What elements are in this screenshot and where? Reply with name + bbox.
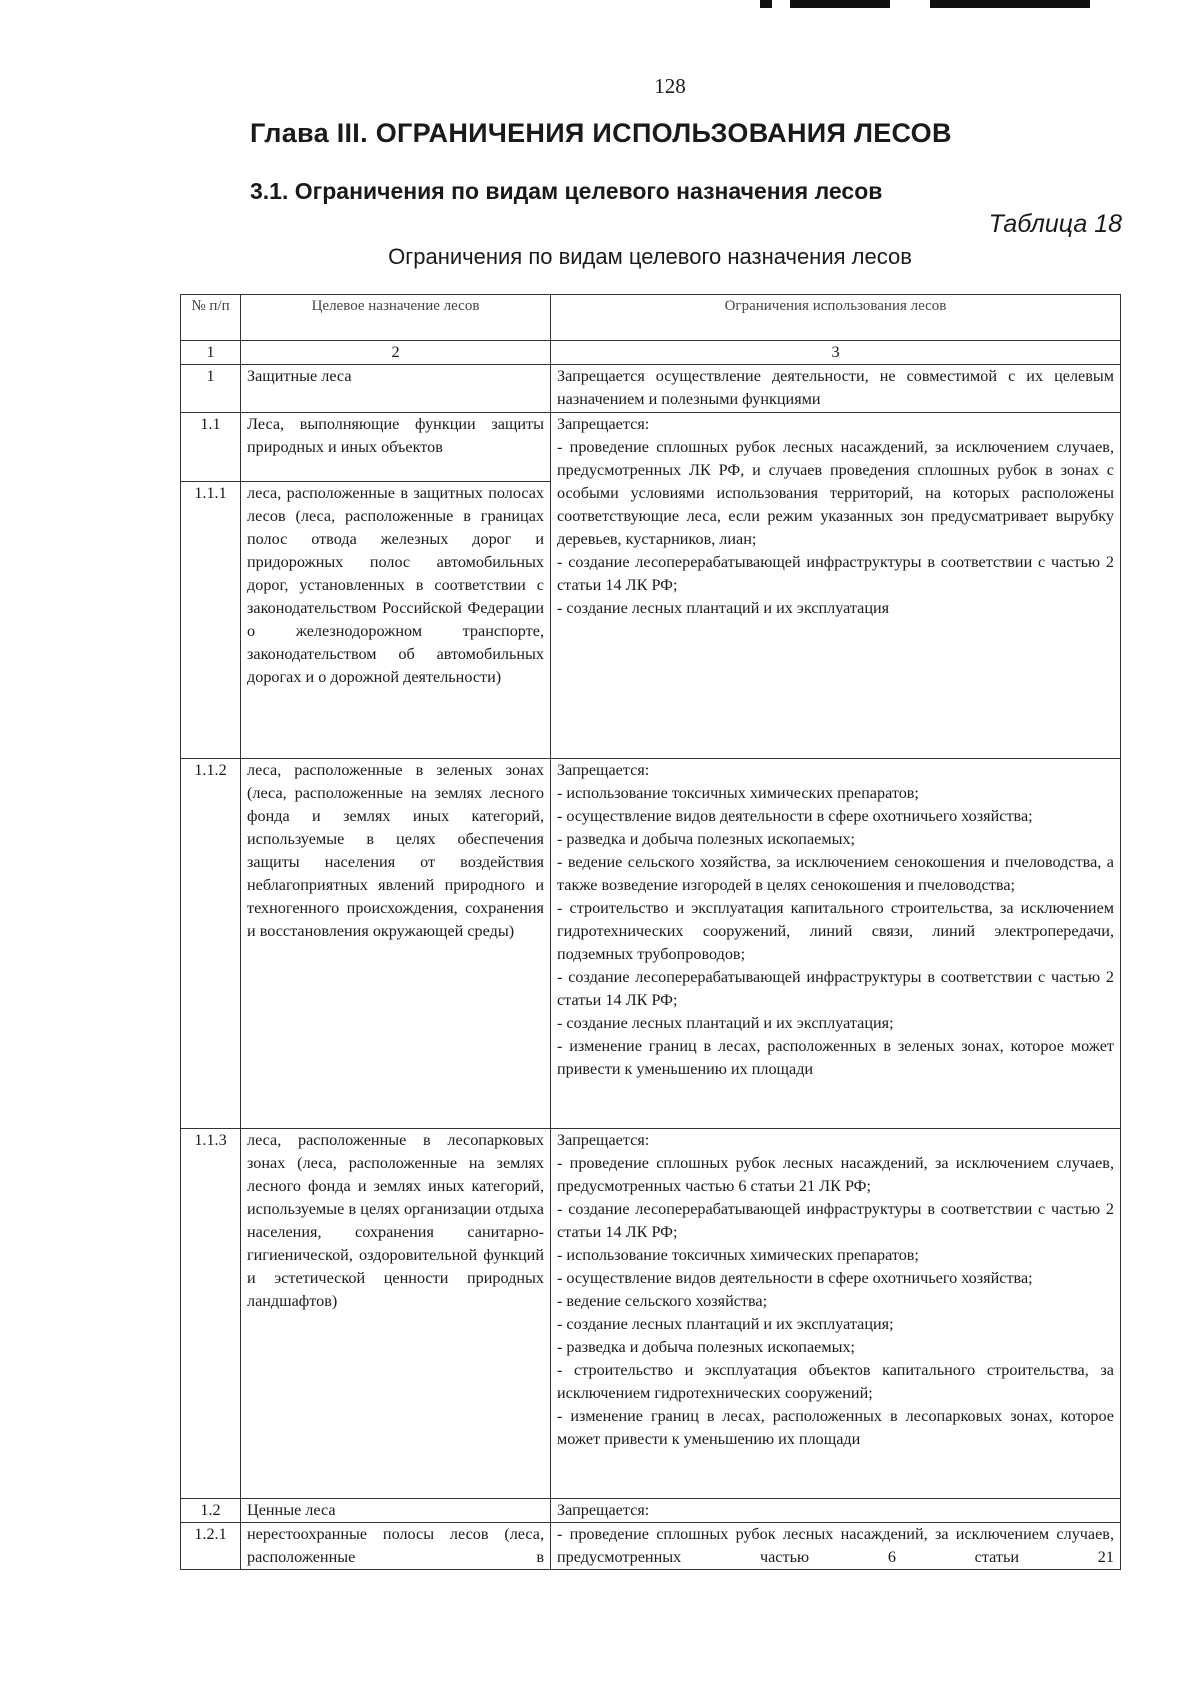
- header-purpose: Целевое назначение лесов: [241, 295, 551, 341]
- table-row: [181, 759, 1121, 1129]
- table-title: Ограничения по видам целевого назначения лесов: [388, 244, 912, 269]
- row-num: 1.2: [181, 1499, 241, 1523]
- restrictions-table: [180, 294, 1121, 1570]
- row-num: 1.1.2: [181, 759, 241, 1129]
- header-restrictions: Ограничения использования лесов: [551, 295, 1121, 341]
- row-num: 1.1.1: [181, 482, 241, 759]
- row-num: 1: [181, 365, 241, 413]
- row-restrictions: - проведение сплошных рубок лесных насаждений, за исключением случаев, предусмотренных частью 6 статьи 21: [551, 1523, 1121, 1570]
- table-label: Таблица 18: [988, 210, 1122, 238]
- col-number: 1: [181, 341, 241, 365]
- page-number: 128: [654, 74, 686, 98]
- table-row: [181, 1523, 1121, 1570]
- column-number-row: [181, 341, 1121, 365]
- row-restrictions: Запрещается:: [551, 1499, 1121, 1523]
- table-row: [181, 1129, 1121, 1499]
- chapter-title: Глава III. ОГРАНИЧЕНИЯ ИСПОЛЬЗОВАНИЯ ЛЕСОВ: [250, 118, 952, 148]
- row-restrictions: Запрещается: - проведение сплошных рубок лесных насаждений, за исключением случаев, предусмотренных частью 6 статьи 21 ЛК РФ; - создание лесоперерабатывающей инфраструктуры в соответствии с частью 2 статьи 14 ЛК РФ; - использование токсичных химических препаратов; - осуществление видов деятельности в сфере охотничьего хозяйства; - ведение сельского хозяйства; - создание лесных плантаций и их эксплуатация; - разведка и добыча полезных ископаемых; - строительство и эксплуатация объектов капитального строительства, за исключением гидротехнических сооружений; - изменение границ в лесах, расположенных в лесопарковых зонах, которое может привести к уменьшению их площади: [551, 1129, 1121, 1499]
- table-row: [181, 365, 1121, 413]
- row-purpose: леса, расположенные в защитных полосах лесов (леса, расположенные в границах полос отвода железных дорог и придорожных полос автомобильных дорог, установленных в соответствии с законодательством Российской Федерации о железнодорожном транспорте, законодательством об автомобильных дорогах и о дорожной деятельности): [241, 482, 551, 759]
- row-restrictions: Запрещается: - проведение сплошных рубок лесных насаждений, за исключением случаев, предусмотренных ЛК РФ, и случаев проведения сплошных рубок в зонах с особыми условиями использования территорий, на которых расположены соответствующие леса, если режим указанных зон предусматривает вырубку деревьев, кустарников, лиан; - создание лесоперерабатывающей инфраструктуры в соответствии с частью 2 статьи 14 ЛК РФ; - создание лесных плантаций и их эксплуатация: [551, 413, 1121, 759]
- row-purpose: леса, расположенные в зеленых зонах (леса, расположенные на землях лесного фонда и землях иных категорий, используемые в целях обеспечения защиты населения от воздействия неблагоприятных явлений природного и техногенного происхождения, сохранения и восстановления окружающей среды): [241, 759, 551, 1129]
- row-num: 1.1: [181, 413, 241, 482]
- table-row: [181, 413, 1121, 482]
- scan-artifact: [930, 0, 1090, 8]
- scan-artifact: [790, 0, 890, 8]
- table-header-row: [181, 295, 1121, 341]
- col-number: 3: [551, 341, 1121, 365]
- row-purpose: нерестоохранные полосы лесов (леса, расположенные в: [241, 1523, 551, 1570]
- row-num: 1.1.3: [181, 1129, 241, 1499]
- col-number: 2: [241, 341, 551, 365]
- row-purpose: леса, расположенные в лесопарковых зонах (леса, расположенные на землях лесного фонда и землях иных категорий, используемые в целях организации отдыха населения, сохранения санитарно-гигиенической, оздоровительной функций и эстетической ценности природных ландшафтов): [241, 1129, 551, 1499]
- row-restrictions: Запрещается осуществление деятельности, не совместимой с их целевым назначением и полезными функциями: [551, 365, 1121, 413]
- table-row: [181, 1499, 1121, 1523]
- header-num: № п/п: [181, 295, 241, 341]
- section-title: 3.1. Ограничения по видам целевого назначения лесов: [250, 178, 883, 204]
- row-purpose: Защитные леса: [241, 365, 551, 413]
- row-restrictions: Запрещается: - использование токсичных химических препаратов; - осуществление видов деятельности в сфере охотничьего хозяйства; - разведка и добыча полезных ископаемых; - ведение сельского хозяйства, за исключением сенокошения и пчеловодства, а также возведение изгородей в целях сенокошения и пчеловодства; - строительство и эксплуатация капитального строительства, за исключением гидротехнических сооружений, линий связи, линий электропередачи, подземных трубопроводов; - создание лесоперерабатывающей инфраструктуры в соответствии с частью 2 статьи 14 ЛК РФ; - создание лесных плантаций и их эксплуатация; - изменение границ в лесах, расположенных в зеленых зонах, которое может привести к уменьшению их площади: [551, 759, 1121, 1129]
- row-num: 1.2.1: [181, 1523, 241, 1570]
- row-purpose: Ценные леса: [241, 1499, 551, 1523]
- scan-artifact: [760, 0, 772, 8]
- row-purpose: Леса, выполняющие функции защиты природных и иных объектов: [241, 413, 551, 482]
